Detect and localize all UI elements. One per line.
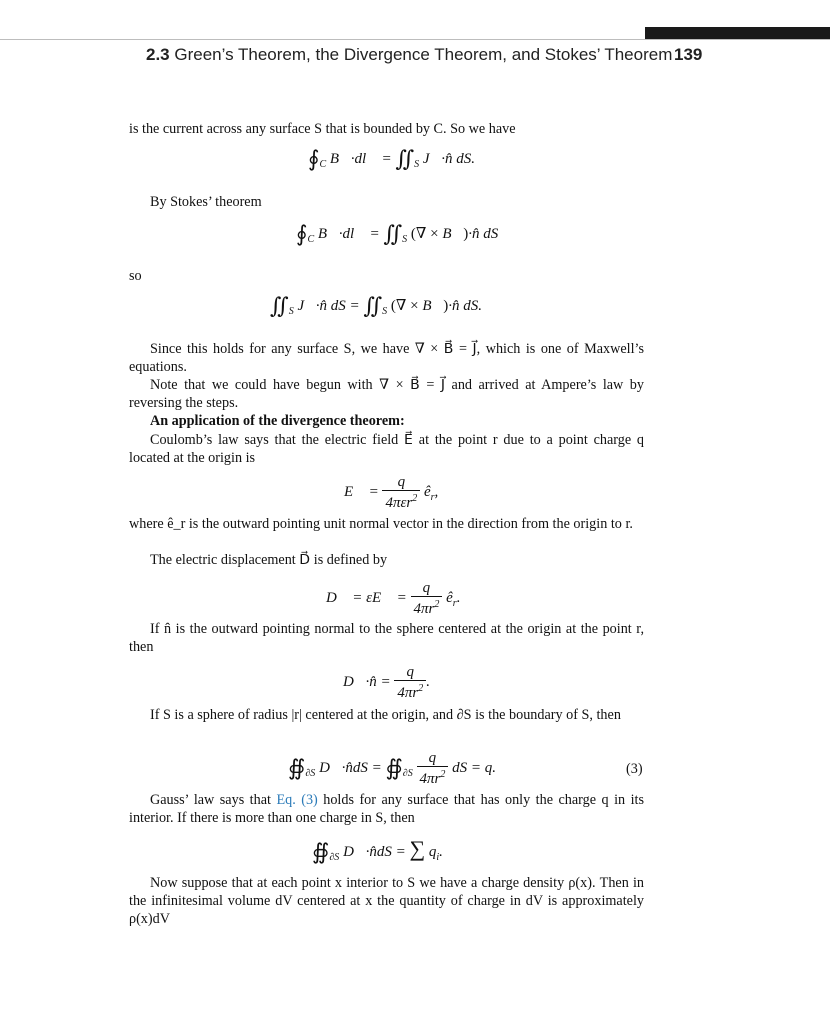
equation-flux-equality: $∬_S$ J⃗·n̂ dS = $∬_S$ (∇ × B⃗)·n̂ dS. [270, 293, 482, 318]
equation-gauss-sphere: $∯_{\partial S}$ D⃗·n̂dS = $∯_{\partial S}$ $\frac{q}{4\pi r^2}$ dS = q. [288, 750, 496, 787]
equation-link[interactable]: Eq. (3) [276, 792, 318, 808]
equation-d-dot-n: D⃗·n̂ = $\frac{q}{4\pi r^2}$ . [343, 664, 430, 701]
paragraph-displacement: The electric displacement D⃗ is defined by [150, 552, 388, 568]
paragraph-so: so [129, 268, 142, 284]
section-number: 2.3 [146, 45, 170, 64]
equation-stokes: $∮_C$ B⃗·dl⃗ = $∬_S$ (∇ × B⃗)·n̂ dS [296, 221, 499, 246]
header-bar [645, 27, 830, 39]
equation-ampere-law: $∮_C$ B⃗·dl⃗ = $∬_S$ J⃗·n̂ dS. [308, 146, 475, 171]
page-number: 139 [674, 45, 703, 64]
paragraph-charge-density: Now suppose that at each point x interior to S we have a charge density ρ(x). Then in the infinitesimal volume dV centered at x the quantity of charge in dV is approximately ρ(x)dV [129, 875, 644, 927]
paragraph-current: is the current across any surface S that is bounded by C. So we have [129, 121, 516, 137]
section-heading-divergence: An application of the divergence theorem: [150, 413, 405, 429]
paragraph-stokes: By Stokes’ theorem [150, 194, 262, 210]
header-rule [0, 39, 830, 40]
running-head [146, 45, 673, 65]
paragraph-normal-sphere: If n̂ is the outward pointing normal to the sphere centered at the origin at the point r, then [129, 621, 644, 655]
paragraph-sphere-radius: If S is a sphere of radius |r| centered at the origin, and ∂S is the boundary of S, then [150, 707, 621, 723]
paragraph-gauss-law: Gauss’ law says that Eq. (3) holds for any surface that has only the charge q in its interior. If there is more than one charge in S, then [129, 792, 644, 826]
paragraph-ampere-reverse: Note that we could have begun with ∇ × B⃗ = J⃗ and arrived at Ampere’s law by reversing the steps. [129, 377, 644, 411]
paragraph-unit-normal: where ê_r is the outward pointing unit normal vector in the direction from the origin to r. [129, 516, 633, 532]
paragraph-coulomb: Coulomb’s law says that the electric field E⃗ at the point r due to a point charge q located at the origin is [129, 432, 644, 466]
chapter-title: Green’s Theorem, the Divergence Theorem, and Stokes’ Theorem [174, 45, 673, 64]
equation-displacement: D⃗ = εE⃗ = $\frac{q}{4\pi r^2}$ $ê_r$. [326, 580, 461, 617]
paragraph-maxwell: Since this holds for any surface S, we have ∇ × B⃗ = J⃗, which is one of Maxwell’s equations. [129, 341, 644, 375]
equation-electric-field: E⃗ = $\frac{q}{4\pi\varepsilon r^2}$ $ê_r$, [344, 474, 439, 511]
equation-gauss-multiple: $∯_{\partial S}$ D⃗·n̂dS = ∑ $q_i$. [312, 836, 443, 864]
equation-number: (3) [626, 761, 643, 777]
